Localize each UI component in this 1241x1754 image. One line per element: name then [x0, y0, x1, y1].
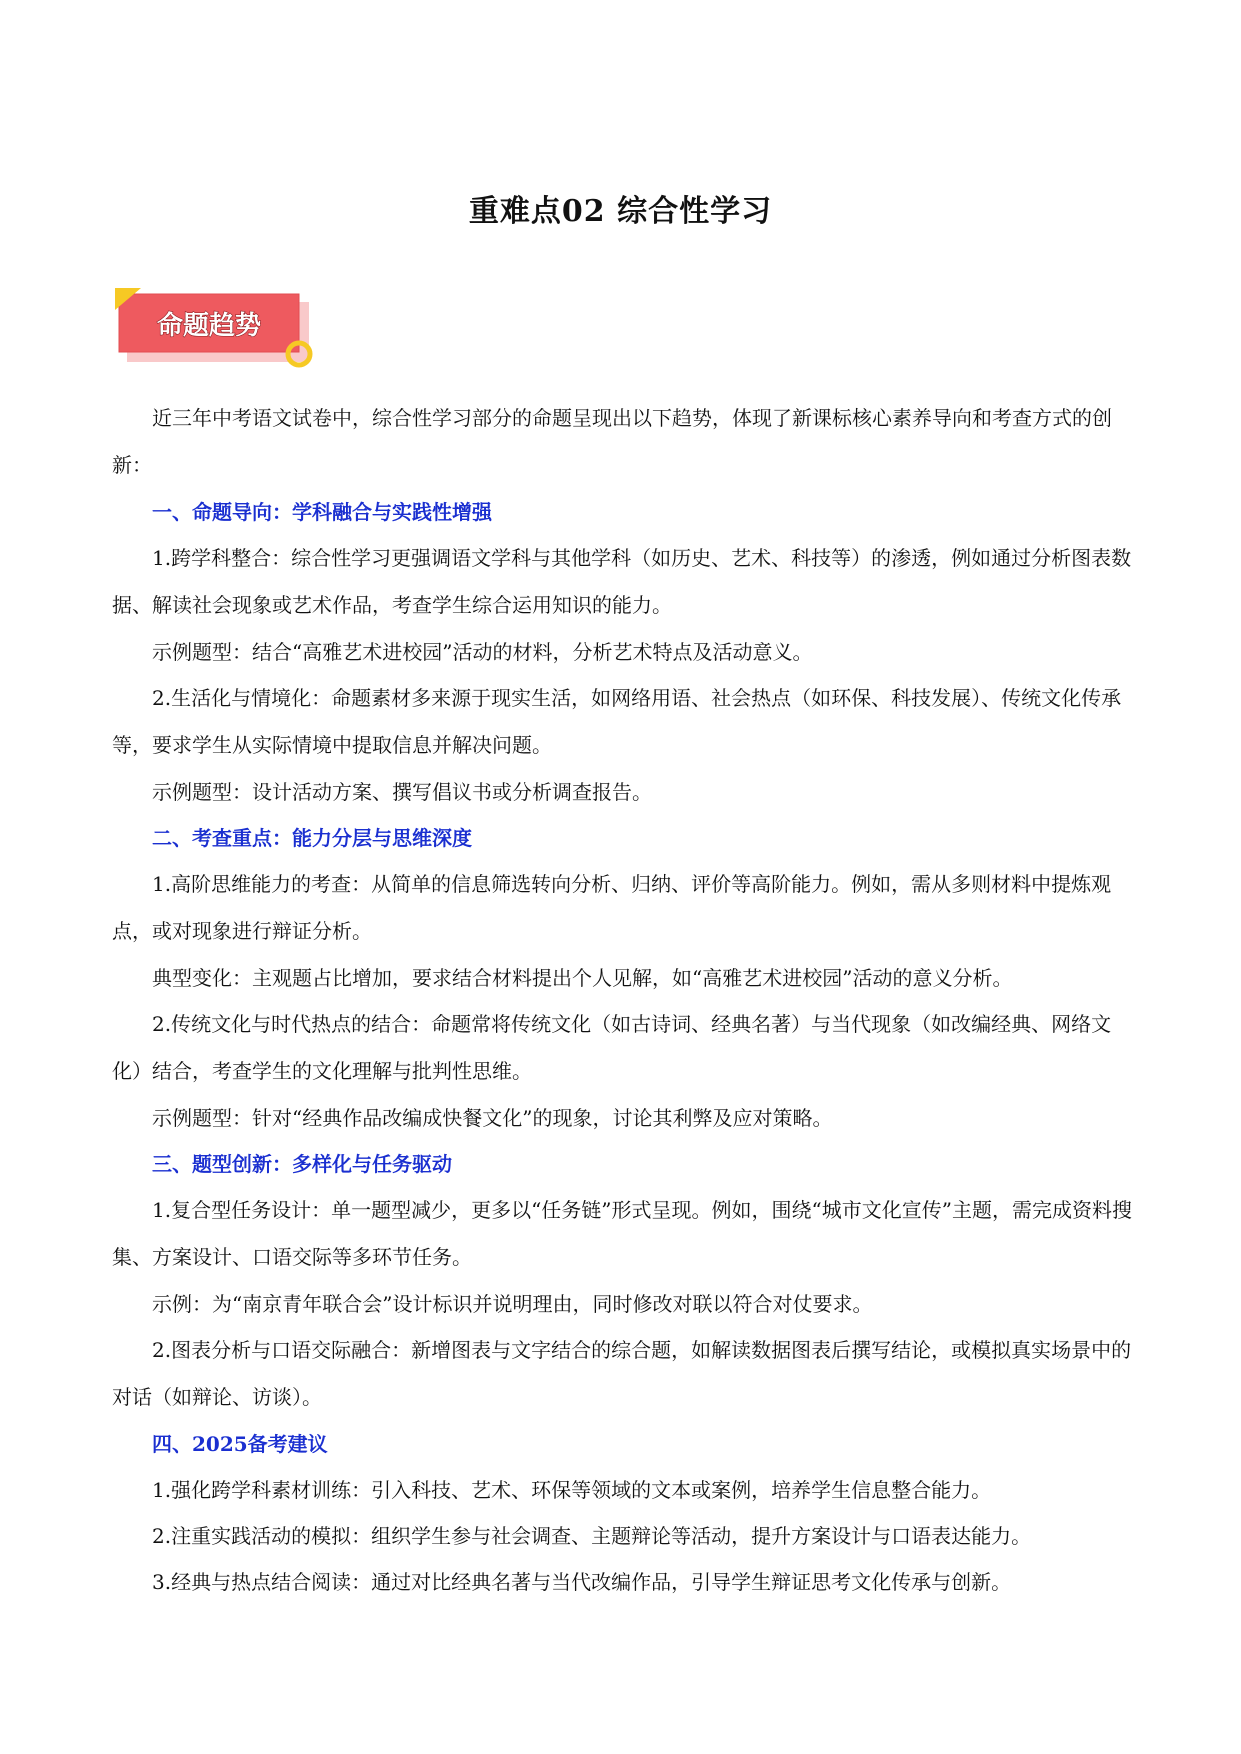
- paragraph: 2.图表分析与口语交际融合：新增图表与文字结合的综合题，如解读数据图表后撰写结论，或模拟真实场景中的对话（如辩论、访谈）。: [112, 1338, 1132, 1409]
- paragraph: 1.强化跨学科素材训练：引入科技、艺术、环保等领域的文本或案例，培养学生信息整合能力。: [152, 1478, 992, 1502]
- paragraph: 1.高阶思维能力的考查：从简单的信息筛选转向分析、归纳、评价等高阶能力。例如，需从多则材料中提炼观点，或对现象进行辩证分析。: [112, 872, 1112, 943]
- intro-paragraph: 近三年中考语文试卷中，综合性学习部分的命题呈现出以下趋势，体现了新课标核心素养导向和考查方式的创新：: [112, 406, 1112, 477]
- paragraph: 示例题型：设计活动方案、撰写倡议书或分析调查报告。: [152, 780, 652, 804]
- paragraph: 示例：为“南京青年联合会”设计标识并说明理由，同时修改对联以符合对仗要求。: [152, 1292, 873, 1316]
- badge-label: 命题趋势: [156, 311, 262, 341]
- section-heading-2: 二、考查重点：能力分层与思维深度: [152, 826, 472, 850]
- paragraph: 1.复合型任务设计：单一题型减少，更多以“任务链”形式呈现。例如，围绕“城市文化宣传”主题，需完成资料搜集、方案设计、口语交际等多环节任务。: [112, 1198, 1132, 1269]
- paragraph: 示例题型：针对“经典作品改编成快餐文化”的现象，讨论其利弊及应对策略。: [152, 1106, 833, 1130]
- section-badge: [115, 288, 325, 368]
- paragraph: 2.生活化与情境化：命题素材多来源于现实生活，如网络用语、社会热点（如环保、科技发展）、传统文化传承等，要求学生从实际情境中提取信息并解决问题。: [112, 686, 1122, 757]
- section-heading-1: 一、命题导向：学科融合与实践性增强: [152, 500, 492, 524]
- section-heading-3: 三、题型创新：多样化与任务驱动: [152, 1152, 452, 1176]
- paragraph: 1.跨学科整合：综合性学习更强调语文学科与其他学科（如历史、艺术、科技等）的渗透，例如通过分析图表数据、解读社会现象或艺术作品，考查学生综合运用知识的能力。: [112, 546, 1132, 617]
- document-body: [112, 395, 1132, 1605]
- paragraph: 2.注重实践活动的模拟：组织学生参与社会调查、主题辩论等活动，提升方案设计与口语表达能力。: [152, 1524, 1032, 1548]
- section-heading-4: 四、2025备考建议: [152, 1432, 328, 1456]
- paragraph: 3.经典与热点结合阅读：通过对比经典名著与当代改编作品，引导学生辩证思考文化传承与创新。: [152, 1570, 1012, 1594]
- paragraph: 典型变化：主观题占比增加，要求结合材料提出个人见解，如“高雅艺术进校园”活动的意义分析。: [152, 966, 1013, 990]
- paragraph: 示例题型：结合“高雅艺术进校园”活动的材料，分析艺术特点及活动意义。: [152, 640, 813, 664]
- page-title: 重难点02 综合性学习: [468, 194, 773, 229]
- paragraph: 2.传统文化与时代热点的结合：命题常将传统文化（如古诗词、经典名著）与当代现象（如改编经典、网络文化）结合，考查学生的文化理解与批判性思维。: [112, 1012, 1112, 1083]
